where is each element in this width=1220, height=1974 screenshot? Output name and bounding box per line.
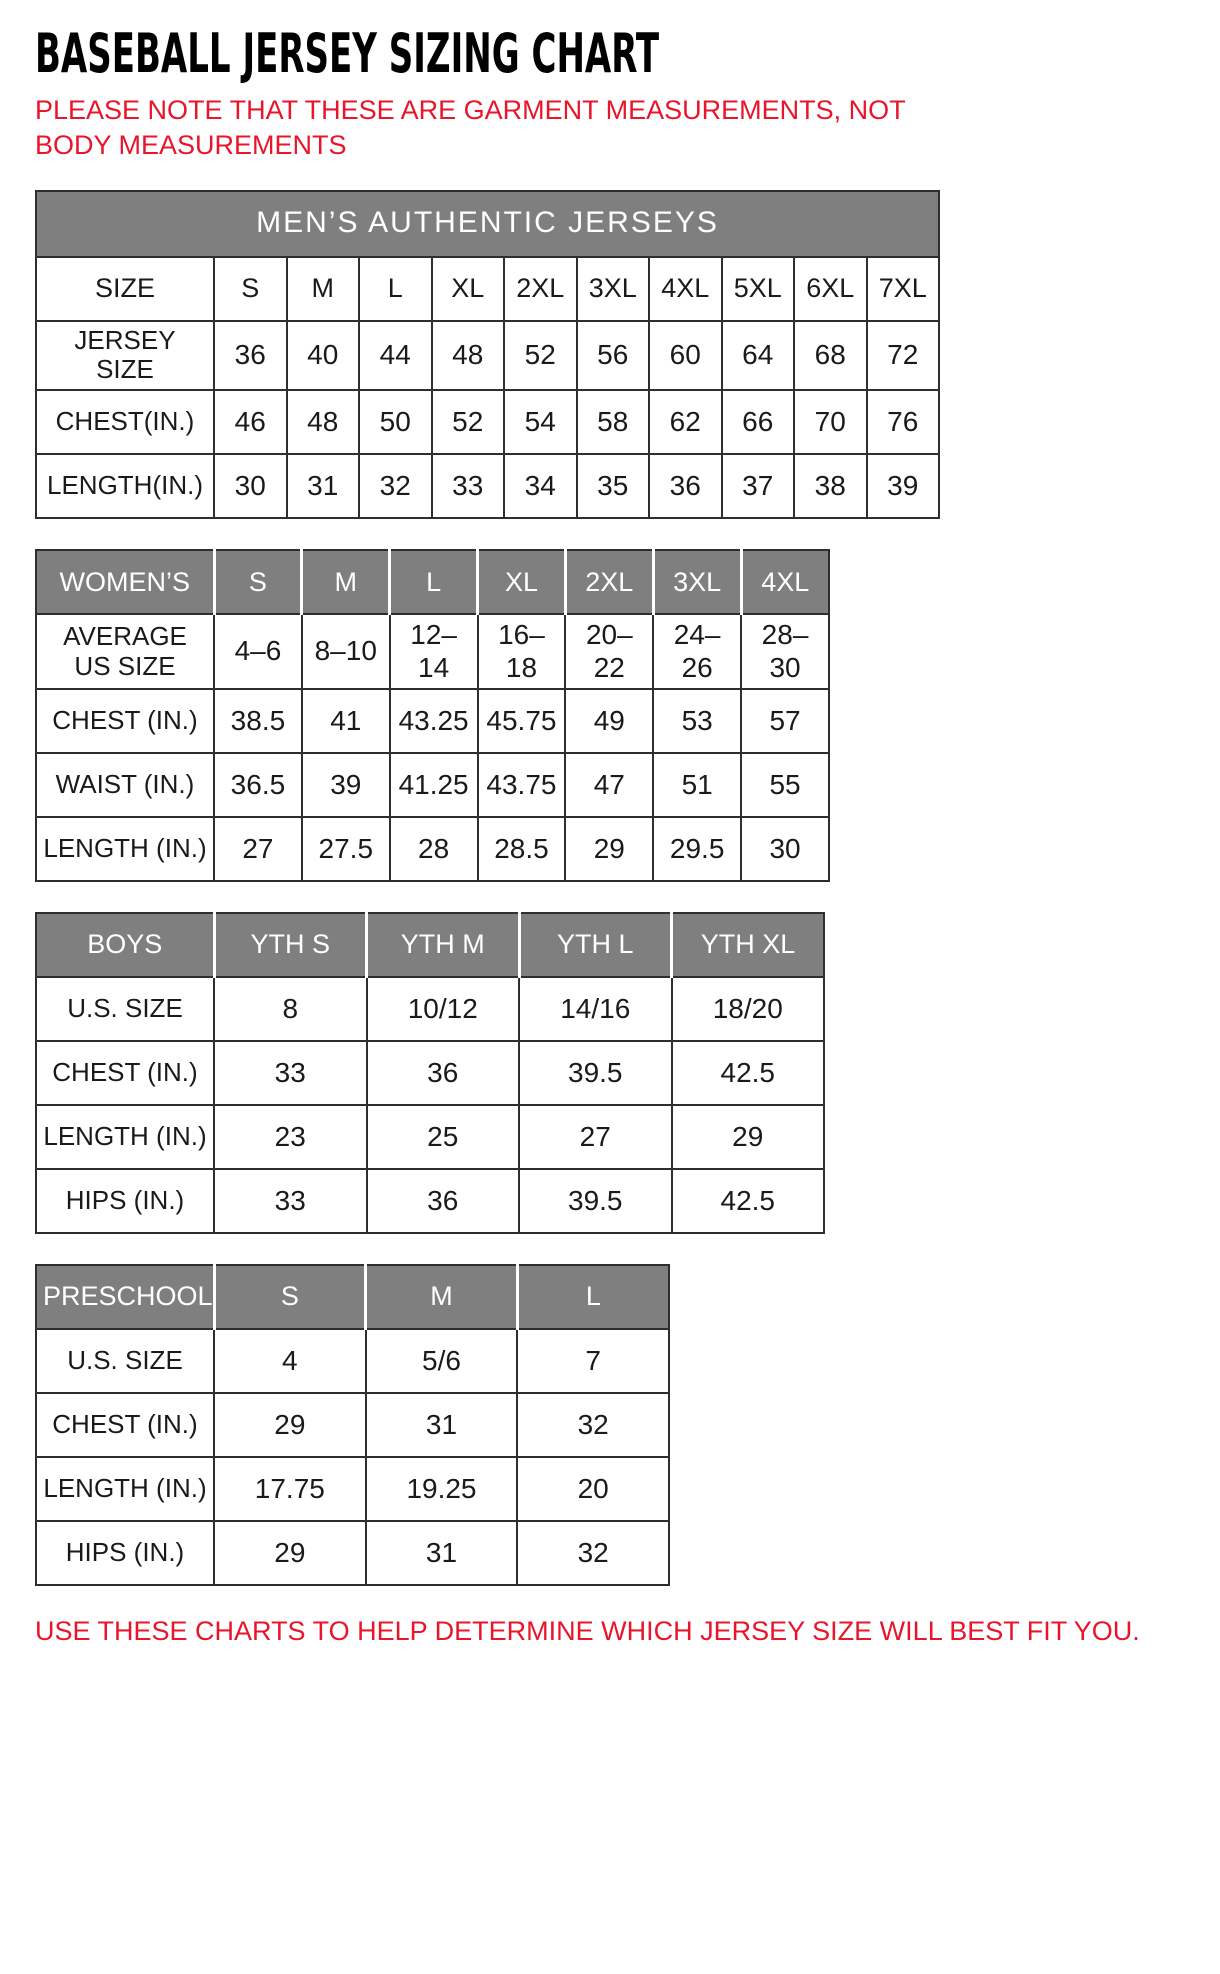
table-header-row [36,913,824,977]
table-row [36,1329,669,1393]
column-header: XL [432,257,505,321]
table-cell: 33 [432,454,505,518]
row-label: LENGTH(IN.) [36,454,214,518]
table-cell: 29 [672,1105,825,1169]
table-cell: 38 [794,454,867,518]
column-header: 4XL [741,550,829,614]
table-cell: 53 [653,689,741,753]
table-cell: 36 [367,1041,520,1105]
table-cell: 33 [214,1169,367,1233]
column-header: YTH M [367,913,520,977]
garment-measurement-note: PLEASE NOTE THAT THESE ARE GARMENT MEASUREMENTS, NOT BODY MEASUREMENTS [35,95,906,161]
table-cell: 30 [741,817,829,881]
table-cell: 27.5 [302,817,390,881]
table-cell: 37 [722,454,795,518]
row-label: CHEST (IN.) [36,1041,214,1105]
column-header: M [366,1265,518,1329]
table-cell: 32 [517,1521,669,1585]
table-cell: 66 [722,390,795,454]
table-cell: 18/20 [672,977,825,1041]
table-cell: 12–14 [390,614,478,688]
table-cell: 20–22 [565,614,653,688]
table-cell: 30 [214,454,287,518]
corner-header: SIZE [36,257,214,321]
table-cell: 7 [517,1329,669,1393]
row-label: LENGTH (IN.) [36,1457,214,1521]
table-cell: 39 [867,454,940,518]
table-cell: 24–26 [653,614,741,688]
row-label: JERSEY SIZE [36,321,214,391]
table-row [36,1041,824,1105]
table-title: MEN’S AUTHENTIC JERSEYS [36,191,939,257]
table-cell: 31 [287,454,360,518]
column-header: 2XL [565,550,653,614]
table-cell: 41.25 [390,753,478,817]
table-cell: 27 [519,1105,672,1169]
mens-sizing-table [35,190,940,520]
table-row [36,753,829,817]
table-cell: 42.5 [672,1041,825,1105]
table-cell: 8 [214,977,367,1041]
table-cell: 4 [214,1329,366,1393]
row-label: LENGTH (IN.) [36,817,214,881]
column-header: 4XL [649,257,722,321]
table-cell: 36 [367,1169,520,1233]
table-cell: 72 [867,321,940,391]
table-cell: 60 [649,321,722,391]
table-cell: 19.25 [366,1457,518,1521]
table-cell: 48 [432,321,505,391]
table-cell: 36.5 [214,753,302,817]
table-cell: 17.75 [214,1457,366,1521]
table-cell: 58 [577,390,650,454]
column-header: S [214,550,302,614]
table-cell: 10/12 [367,977,520,1041]
column-header: 6XL [794,257,867,321]
table-cell: 28 [390,817,478,881]
table-cell: 4–6 [214,614,302,688]
row-label: CHEST (IN.) [36,1393,214,1457]
table-row [36,1393,669,1457]
table-cell: 31 [366,1393,518,1457]
column-header: S [214,257,287,321]
row-label: CHEST(IN.) [36,390,214,454]
column-header: XL [478,550,566,614]
womens-sizing-table [35,549,830,881]
table-cell: 8–10 [302,614,390,688]
table-cell: 56 [577,321,650,391]
table-cell: 47 [565,753,653,817]
table-cell: 42.5 [672,1169,825,1233]
table-cell: 70 [794,390,867,454]
table-cell: 52 [432,390,505,454]
table-cell: 34 [504,454,577,518]
column-header: YTH L [519,913,672,977]
table-cell: 46 [214,390,287,454]
table-cell: 20 [517,1457,669,1521]
column-header: YTH XL [672,913,825,977]
table-cell: 43.25 [390,689,478,753]
table-header-row [36,550,829,614]
table-row [36,1457,669,1521]
row-label: HIPS (IN.) [36,1521,214,1585]
table-cell: 41 [302,689,390,753]
table-cell: 40 [287,321,360,391]
table-cell: 38.5 [214,689,302,753]
table-cell: 29 [214,1521,366,1585]
table-title-row [36,191,939,257]
column-header: M [302,550,390,614]
table-row [36,390,939,454]
column-header: 2XL [504,257,577,321]
table-cell: 29.5 [653,817,741,881]
table-cell: 50 [359,390,432,454]
table-cell: 29 [214,1393,366,1457]
table-row [36,1521,669,1585]
table-cell: 39.5 [519,1041,672,1105]
row-label: LENGTH (IN.) [36,1105,214,1169]
table-cell: 51 [653,753,741,817]
preschool-sizing-table [35,1264,670,1586]
table-row [36,689,829,753]
row-label: U.S. SIZE [36,1329,214,1393]
table-cell: 44 [359,321,432,391]
corner-header: WOMEN’S [36,550,214,614]
table-cell: 76 [867,390,940,454]
table-cell: 54 [504,390,577,454]
table-cell: 32 [359,454,432,518]
row-label: CHEST (IN.) [36,689,214,753]
page-title: BASEBALL JERSEY SIZING CHART [35,22,660,85]
table-cell: 52 [504,321,577,391]
table-cell: 29 [565,817,653,881]
row-label: HIPS (IN.) [36,1169,214,1233]
table-row [36,321,939,391]
table-cell: 49 [565,689,653,753]
column-header: 3XL [577,257,650,321]
table-cell: 5/6 [366,1329,518,1393]
column-header: 5XL [722,257,795,321]
table-cell: 45.75 [478,689,566,753]
table-cell: 16–18 [478,614,566,688]
table-cell: 39.5 [519,1169,672,1233]
table-cell: 28.5 [478,817,566,881]
row-label: AVERAGE US SIZE [36,614,214,688]
table-cell: 43.75 [478,753,566,817]
table-cell: 48 [287,390,360,454]
table-cell: 57 [741,689,829,753]
table-cell: 36 [649,454,722,518]
table-cell: 62 [649,390,722,454]
row-label: U.S. SIZE [36,977,214,1041]
table-cell: 68 [794,321,867,391]
table-row [36,1105,824,1169]
footer-text: USE THESE CHARTS TO HELP DETERMINE WHICH JERSEY SIZE WILL BEST FIT YOU. [35,1615,1140,1646]
column-header: YTH S [214,913,367,977]
table-cell: 28–30 [741,614,829,688]
column-header: 7XL [867,257,940,321]
corner-header: PRESCHOOL [36,1265,214,1329]
table-cell: 27 [214,817,302,881]
column-header: L [359,257,432,321]
column-header: L [390,550,478,614]
table-cell: 32 [517,1393,669,1457]
table-cell: 31 [366,1521,518,1585]
table-row [36,977,824,1041]
table-row [36,454,939,518]
table-cell: 14/16 [519,977,672,1041]
column-header: L [517,1265,669,1329]
table-header-row [36,1265,669,1329]
table-row [36,614,829,688]
table-row [36,817,829,881]
column-header: 3XL [653,550,741,614]
table-cell: 64 [722,321,795,391]
boys-sizing-table [35,912,825,1234]
table-cell: 25 [367,1105,520,1169]
column-header: M [287,257,360,321]
table-cell: 35 [577,454,650,518]
corner-header: BOYS [36,913,214,977]
table-cell: 23 [214,1105,367,1169]
table-cell: 55 [741,753,829,817]
table-cell: 39 [302,753,390,817]
table-row [36,1169,824,1233]
table-cell: 33 [214,1041,367,1105]
row-label: WAIST (IN.) [36,753,214,817]
table-cell: 36 [214,321,287,391]
column-header: S [214,1265,366,1329]
table-header-row [36,257,939,321]
